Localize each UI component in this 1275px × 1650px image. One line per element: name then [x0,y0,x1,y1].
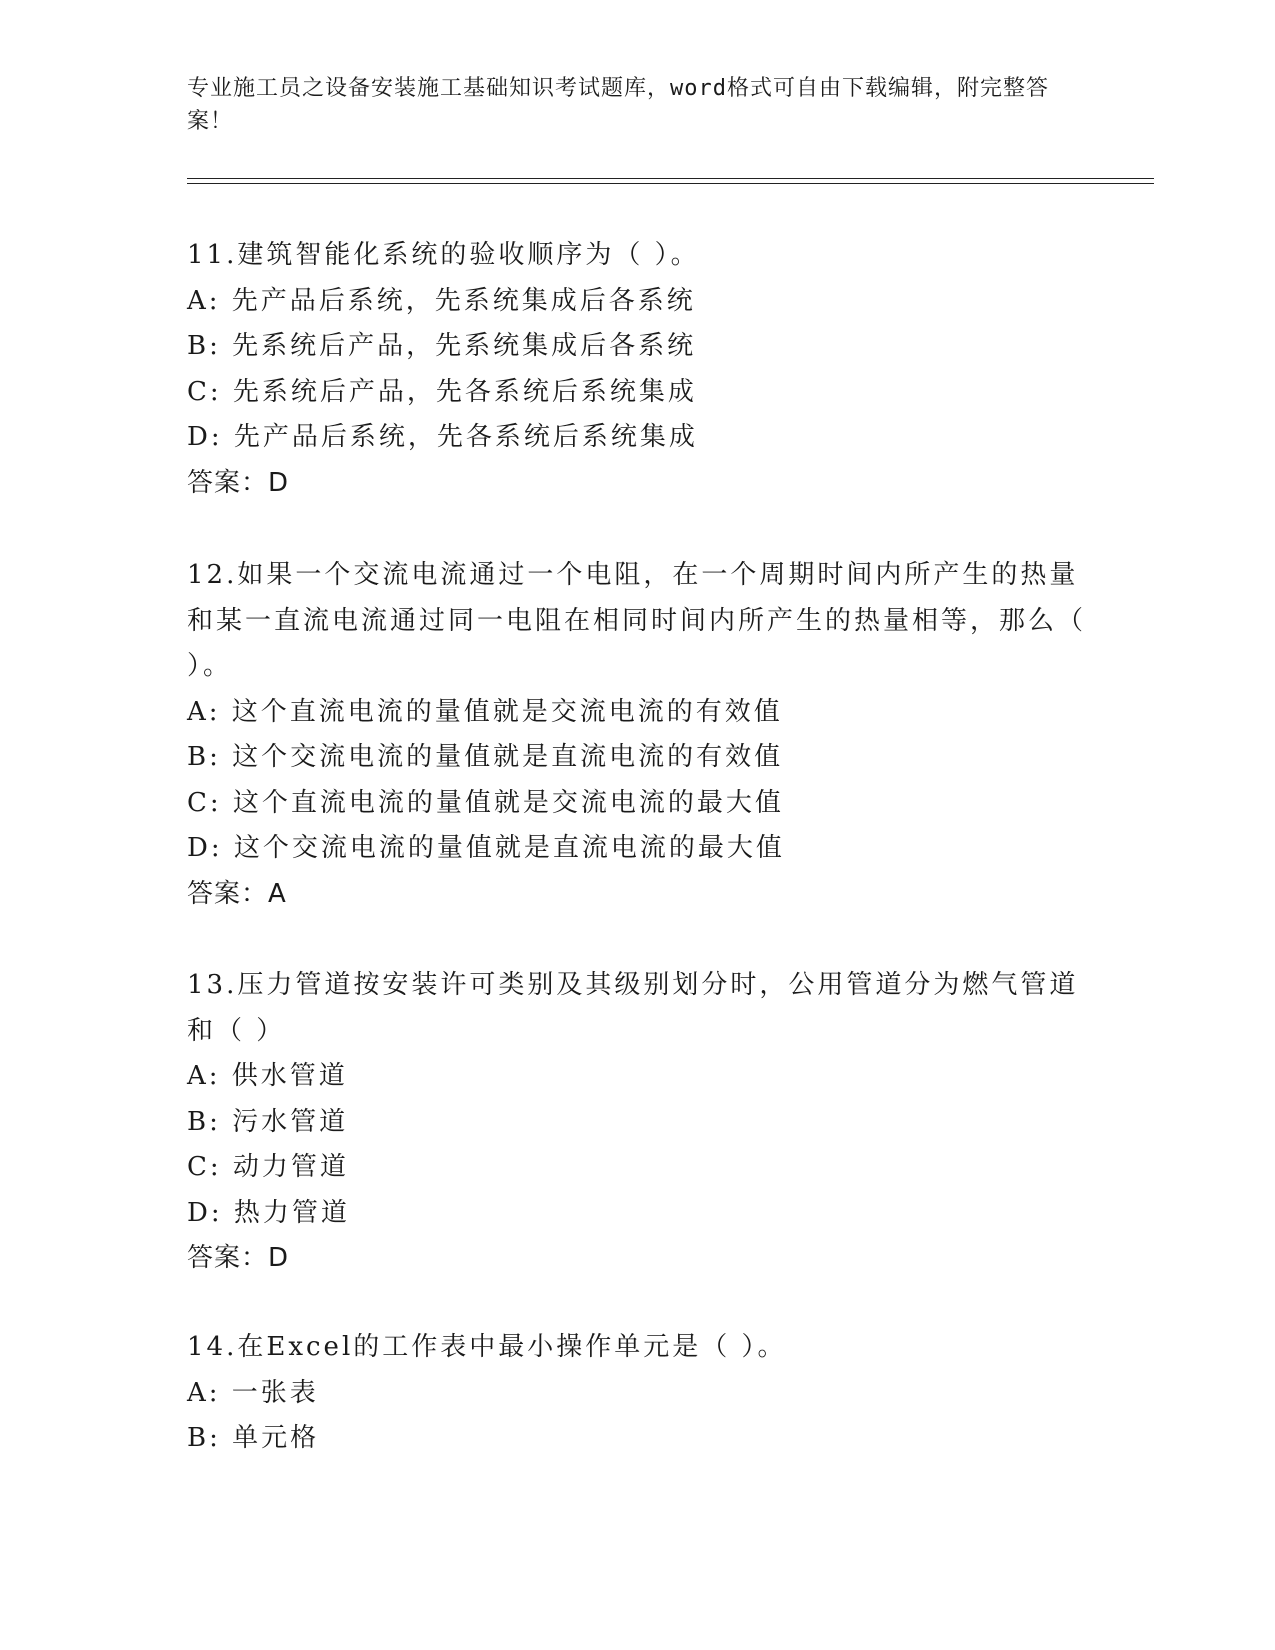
header-divider-top [187,178,1154,179]
option-c: C: 先系统后产品，先各系统后系统集成 [187,376,697,407]
option-b: B: 污水管道 [187,1106,349,1137]
question-stem: 13.压力管道按安装许可类别及其级别划分时，公用管道分为燃气管道和（ ） [187,970,1079,1046]
question-stem: 12.如果一个交流电流通过一个电阻，在一个周期时间内所产生的热量和某一直流电流通过同一电阻在相同时间内所产生的热量相等，那么（ ）。 [187,560,1087,681]
question-stem: 11.建筑智能化系统的验收顺序为（ ）。 [187,240,700,270]
option-d: D: 这个交流电流的量值就是直流电流的最大值 [187,833,785,863]
option-b: B: 这个交流电流的量值就是直流电流的有效值 [187,742,784,772]
question-stem: 14.在Excel的工作表中最小操作单元是（ ）。 [187,1332,787,1362]
document-header: 专业施工员之设备安装施工基础知识考试题库，word格式可自由下载编辑，附完整答案！ [187,76,1049,134]
option-a: A: 这个直流电流的量值就是交流电流的有效值 [187,696,783,727]
option-d: D: 热力管道 [187,1197,350,1228]
question-13 [187,963,1087,1282]
option-c: C: 这个直流电流的量值就是交流电流的最大值 [187,787,784,818]
option-a: A: 一张表 [187,1377,319,1408]
header-divider-bottom [187,183,1154,184]
answer-line: 答案：D [187,1243,290,1273]
question-11 [187,233,1087,506]
option-b: B: 先系统后产品，先系统集成后各系统 [187,331,697,361]
option-b: B: 单元格 [187,1423,320,1453]
option-a: A: 供水管道 [187,1061,348,1091]
question-14 [187,1325,1087,1462]
option-a: A: 先产品后系统，先系统集成后各系统 [187,285,696,316]
option-d: D: 先产品后系统，先各系统后系统集成 [187,422,698,452]
option-c: C: 动力管道 [187,1152,349,1182]
answer-line: 答案：A [187,878,287,909]
answer-line: 答案：D [187,467,290,498]
question-12 [187,553,1087,917]
